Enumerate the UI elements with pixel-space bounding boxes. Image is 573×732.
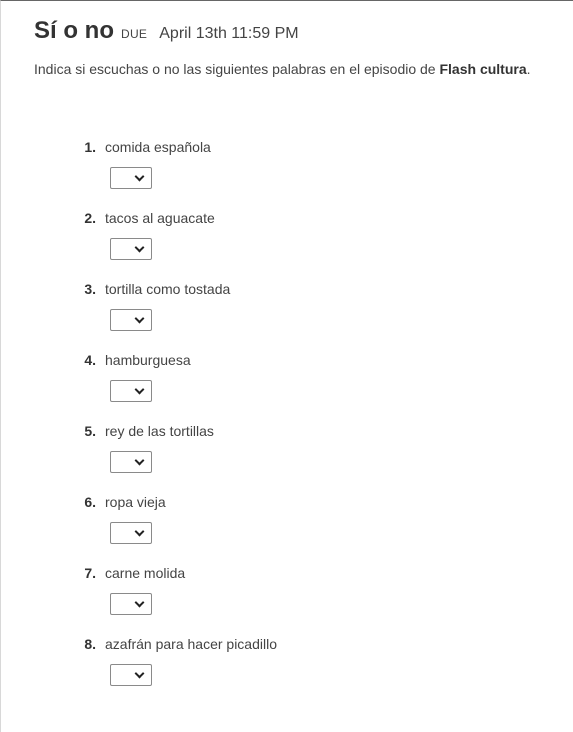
question-text: hamburguesa [105,352,191,368]
due-label: DUE [121,27,148,41]
question-number: 2. [84,210,96,226]
answer-dropdown[interactable] [110,593,152,615]
question-item [1,423,573,494]
question-text: azafrán para hacer picadillo [105,636,277,652]
question-number: 3. [84,281,96,297]
question-text: carne molida [105,565,186,581]
chevron-down-icon [135,456,145,466]
answer-dropdown[interactable] [110,309,152,331]
question-number: 5. [84,423,96,439]
question-text: comida española [105,139,211,155]
answer-dropdown[interactable] [110,380,152,402]
assignment-title: Sí o no [34,17,114,44]
question-item [1,210,573,281]
question-number: 8. [84,636,96,652]
instructions-text: Indica si escuchas o no las siguientes palabras en el episodio de [34,61,440,77]
question-item [1,139,573,210]
question-number: 6. [84,494,96,510]
chevron-down-icon [135,314,145,324]
chevron-down-icon [135,527,145,537]
question-item [1,352,573,423]
chevron-down-icon [135,385,145,395]
question-text: ropa vieja [105,494,166,510]
instructions-emphasis: Flash cultura [439,61,527,77]
instructions-period: . [526,61,531,77]
assignment-header [34,17,299,45]
answer-dropdown[interactable] [110,238,152,260]
question-item [1,636,573,707]
due-date: April 13th 11:59 PM [159,25,299,42]
question-number: 7. [84,565,96,581]
chevron-down-icon [135,172,145,182]
answer-dropdown[interactable] [110,451,152,473]
chevron-down-icon [135,243,145,253]
chevron-down-icon [135,598,145,608]
question-number: 4. [84,352,96,368]
answer-dropdown[interactable] [110,664,152,686]
question-item [1,565,573,636]
question-item [1,281,573,352]
chevron-down-icon [135,669,145,679]
answer-dropdown[interactable] [110,522,152,544]
question-text: tortilla como tostada [105,281,231,297]
question-item [1,494,573,565]
question-text: rey de las tortillas [105,423,214,439]
question-text: tacos al aguacate [105,210,215,226]
question-list [1,139,573,707]
instructions [34,61,531,77]
answer-dropdown[interactable] [110,167,152,189]
question-number: 1. [84,139,96,155]
